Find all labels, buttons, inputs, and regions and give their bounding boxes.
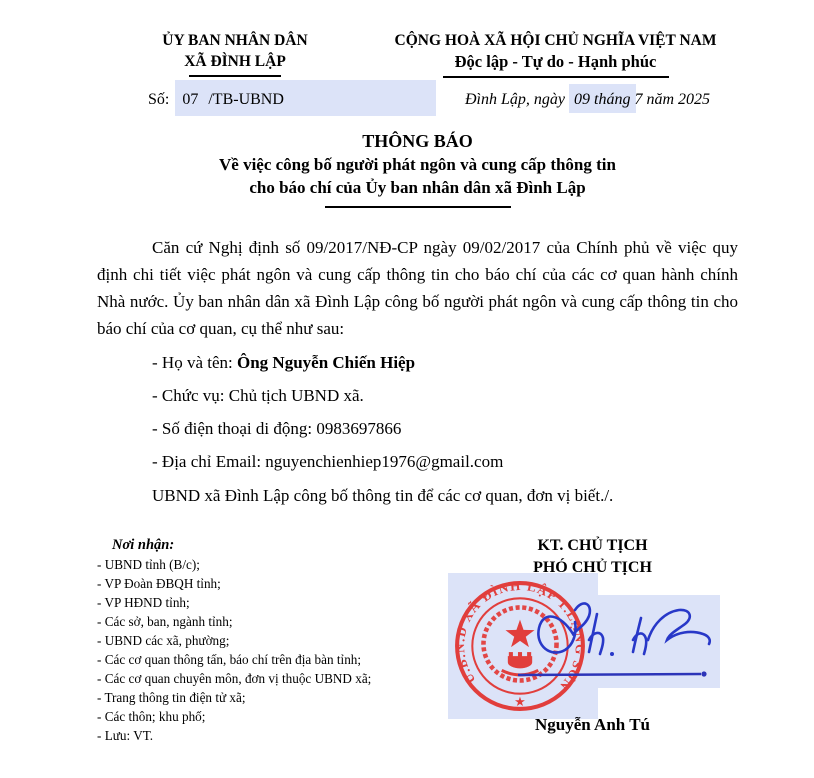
title-block (97, 129, 738, 208)
recipient-item: - UBND các xã, phường; (97, 633, 230, 648)
signature-underline (518, 674, 701, 675)
org-underline (189, 75, 281, 77)
info-label: - Họ và tên: (152, 353, 237, 372)
national-title: CỘNG HOÀ XÃ HỘI CHỦ NGHĨA VIỆT NAM (394, 32, 717, 49)
document-subtitle-line2: cho báo chí của Ủy ban nhân dân xã Đình Lập (249, 178, 586, 197)
date-prefix: Đình Lập, ngày (465, 91, 569, 108)
issuing-org-line1: ỦY BAN NHÂN DÂN (162, 32, 308, 49)
info-label: - Địa chỉ Email: nguyenchienhiep1976@gmail.com (152, 452, 504, 471)
recipient-item: - UBND tỉnh (B/c); (97, 557, 200, 572)
number-suffix: /TB-UBND (208, 91, 284, 108)
info-value: Ông Nguyễn Chiến Hiệp (236, 353, 416, 372)
seal-arc-text: U.B.N.D XÃ ĐÌNH LẬP T.LẠNG SƠN (452, 577, 588, 694)
national-motto-block (373, 30, 738, 78)
place-date-line (457, 91, 738, 109)
meta-row (97, 91, 738, 109)
spokesperson-info-list (97, 349, 738, 475)
handwritten-signature (513, 590, 760, 696)
recipient-item: - VP Đoàn ĐBQH tỉnh; (97, 576, 221, 591)
recipient-item: - Các sở, ban, ngành tỉnh; (97, 614, 233, 629)
body-paragraph: Căn cứ Nghị định số 09/2017/NĐ-CP ngày 09/02/2017 của Chính phủ về việc quy định chi tiết việc phát ngôn và cung cấp thông tin cho báo chí của các cơ quan hành chính Nhà nước. Ủy ban nhân dân xã Đình Lập công bố người phát ngôn và cung cấp thông tin cho báo chí của cơ quan, cụ thể như sau: (97, 238, 738, 338)
issuing-org-line2: XÃ ĐÌNH LẬP (184, 53, 286, 70)
motto-underline (443, 76, 669, 78)
document-footer (97, 535, 738, 777)
recipient-item: - VP HĐND tỉnh; (97, 595, 190, 610)
document-number-line (97, 91, 457, 109)
date-day-field: 09 (569, 84, 636, 113)
info-item-phone (97, 415, 738, 442)
signer-title-line1: KT. CHỦ TỊCH (537, 537, 648, 554)
closing-sentence: UBND xã Đình Lập công bố thông tin để các cơ quan, đơn vị biết./. (152, 486, 614, 505)
recipient-item: - Các cơ quan chuyên môn, đơn vị thuộc UBND xã; (97, 671, 372, 686)
number-field (175, 80, 436, 116)
recipient-item: - Trang thông tin điện tử xã; (97, 690, 246, 705)
info-label: - Số điện thoại di động: 0983697866 (152, 419, 402, 438)
title-underline (325, 206, 511, 208)
recipients-title: Nơi nhận: (112, 537, 175, 553)
issuing-org-block (97, 30, 373, 78)
date-suffix: tháng 7 năm 2025 (590, 91, 710, 108)
document-subtitle-line1: Về việc công bố người phát ngôn và cung cấp thông tin (219, 155, 616, 174)
info-label: - Chức vụ: Chủ tịch UBND xã. (152, 386, 364, 405)
number-label: Số: (148, 91, 170, 108)
recipient-item: - Các cơ quan thông tấn, báo chí trên địa bàn tỉnh; (97, 652, 362, 667)
number-value: 07 (182, 91, 199, 108)
recipients-block (97, 535, 447, 777)
recipient-item: - Lưu: VT. (97, 728, 154, 743)
national-motto: Độc lập - Tự do - Hạnh phúc (454, 52, 657, 71)
signature-block (447, 535, 738, 777)
signer-title-line2: PHÓ CHỦ TỊCH (533, 559, 652, 576)
signer-name: Nguyễn Anh Tú (535, 715, 650, 734)
recipient-item: - Các thôn; khu phố; (97, 709, 206, 724)
document-title: THÔNG BÁO (362, 131, 473, 151)
info-item-position (97, 382, 738, 409)
seal-bottom-star: ★ (514, 693, 526, 709)
info-item-name (97, 349, 738, 376)
info-item-email (97, 448, 738, 475)
document-header (97, 30, 738, 78)
